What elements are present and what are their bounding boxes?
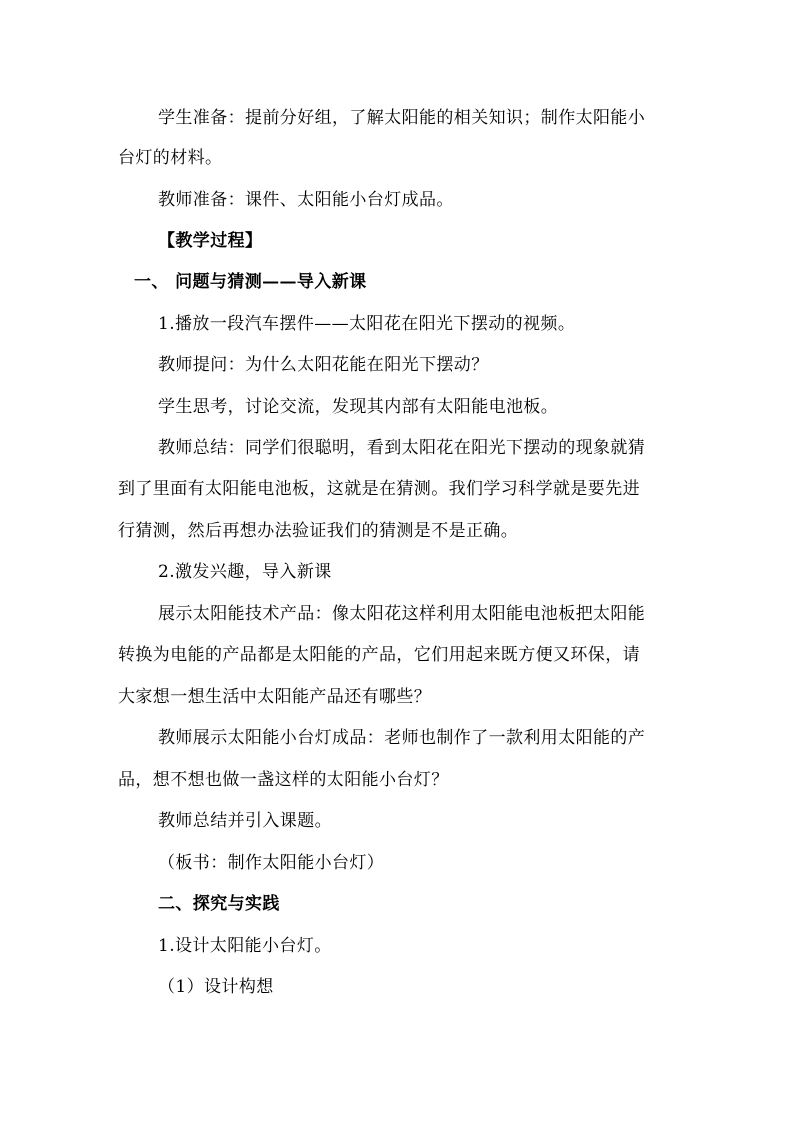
paragraph-student-prep-line-2: 台灯的材料。 bbox=[118, 148, 223, 168]
paragraph-show-products-line-1: 展示太阳能技术产品：像太阳花这样利用太阳能电池板把太阳能 bbox=[158, 604, 646, 624]
step-design-lamp: 1.设计太阳能小台灯。 bbox=[158, 936, 332, 956]
step-1-play-video: 1.播放一段汽车摆件——太阳花在阳光下摆动的视频。 bbox=[158, 314, 576, 334]
paragraph-teacher-question: 教师提问：为什么太阳花能在阳光下摆动？ bbox=[158, 355, 489, 375]
paragraph-teacher-summary-line-2: 到了里面有太阳能电池板，这就是在猜测。我们学习科学就是要先进 bbox=[118, 479, 640, 499]
step-2-stimulate-interest: 2.激发兴趣，导入新课 bbox=[158, 562, 332, 582]
paragraph-show-products-line-3: 大家想一想生活中太阳能产品还有哪些？ bbox=[118, 687, 432, 707]
heading-part-one: 一、 问题与猜测——导入新课 bbox=[134, 272, 367, 292]
paragraph-blackboard-note: （板书：制作太阳能小台灯） bbox=[158, 853, 385, 873]
paragraph-student-prep-line-1: 学生准备：提前分好组，了解太阳能的相关知识；制作太阳能小 bbox=[158, 108, 646, 128]
paragraph-student-thinking: 学生思考，讨论交流，发现其内部有太阳能电池板。 bbox=[158, 397, 559, 417]
paragraph-teacher-shows-lamp-line-2: 品，想不想也做一盏这样的太阳能小台灯？ bbox=[118, 770, 449, 790]
paragraph-teacher-summary-line-3: 行猜测，然后再想办法验证我们的猜测是不是正确。 bbox=[118, 521, 519, 541]
paragraph-introduce-topic: 教师总结并引入课题。 bbox=[158, 811, 332, 831]
substep-design-concept: （1）设计构想 bbox=[158, 977, 274, 997]
paragraph-teacher-summary-line-1: 教师总结：同学们很聪明，看到太阳花在阳光下摆动的现象就猜 bbox=[158, 438, 646, 458]
section-heading-teaching-process: 【教学过程】 bbox=[158, 231, 263, 251]
heading-part-two: 二、探究与实践 bbox=[158, 894, 280, 914]
paragraph-teacher-shows-lamp-line-1: 教师展示太阳能小台灯成品：老师也制作了一款利用太阳能的产 bbox=[158, 728, 646, 748]
paragraph-teacher-prep: 教师准备：课件、太阳能小台灯成品。 bbox=[158, 190, 454, 210]
paragraph-show-products-line-2: 转换为电能的产品都是太阳能的产品，它们用起来既方便又环保，请 bbox=[118, 645, 640, 665]
